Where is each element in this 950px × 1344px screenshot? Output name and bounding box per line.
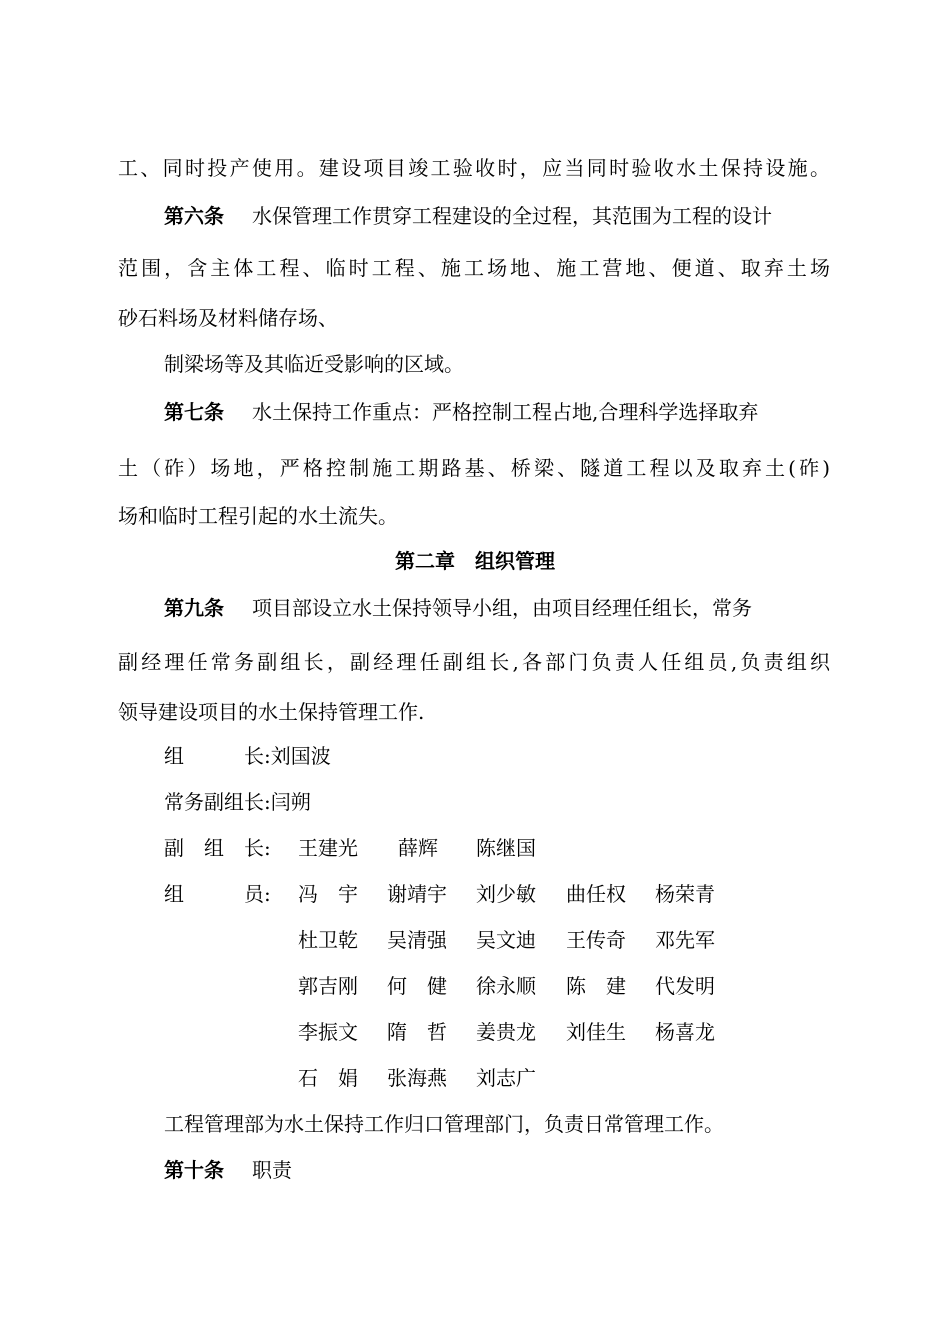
article-6-text: 水保管理工作贯穿工程建设的全过程，其范围为工程的设计 [252, 204, 772, 228]
article-9-label: 第九条 [164, 596, 224, 620]
member-name: 石 娟 [298, 1066, 358, 1090]
member-name: 陈 建 [566, 974, 626, 998]
members-label: 组 员: [164, 882, 271, 906]
deputy-name: 薛辉 [398, 836, 438, 860]
member-name: 代发明 [655, 974, 715, 998]
member-name: 徐永顺 [476, 974, 536, 998]
deputy-name: 陈继国 [476, 836, 536, 860]
member-name: 李振文 [298, 1020, 358, 1044]
article-10-text: 职责 [252, 1158, 292, 1182]
deputy-name: 王建光 [298, 836, 358, 860]
member-name: 隋 哲 [387, 1020, 447, 1044]
paragraph-line: 工程管理部为水土保持工作归口管理部门，负责日常管理工作。 [164, 1112, 724, 1136]
member-name: 刘佳生 [566, 1020, 626, 1044]
member-name: 曲任权 [566, 882, 626, 906]
member-name: 杜卫乾 [298, 928, 358, 952]
member-name: 冯 宇 [298, 882, 358, 906]
exec-deputy-line: 常务副组长:闫朔 [164, 790, 311, 814]
member-name: 邓先军 [655, 928, 715, 952]
article-9 [164, 596, 752, 620]
article-10 [164, 1158, 292, 1182]
paragraph-line: 工、同时投产使用。建设项目竣工验收时，应当同时验收水土保持设施。 [118, 156, 830, 180]
leader-line: 组 长:刘国波 [164, 744, 331, 768]
paragraph-line: 土（砟）场地，严格控制施工期路基、桥梁、隧道工程以及取弃土(砟) [118, 456, 830, 480]
member-name: 何 健 [387, 974, 447, 998]
member-name: 杨喜龙 [655, 1020, 715, 1044]
article-6-label: 第六条 [164, 204, 224, 228]
member-name: 杨荣青 [655, 882, 715, 906]
member-name: 张海燕 [387, 1066, 447, 1090]
article-6 [164, 204, 772, 228]
chapter-heading: 第二章 组织管理 [395, 549, 555, 573]
member-name: 刘志广 [476, 1066, 536, 1090]
article-9-text: 项目部设立水土保持领导小组，由项目经理任组长，常务 [252, 596, 752, 620]
member-name: 吴清强 [387, 928, 447, 952]
paragraph-line: 副经理任常务副组长，副经理任副组长,各部门负责人任组员,负责组织 [118, 650, 830, 674]
paragraph-line: 砂石料场及材料储存场、 [118, 306, 338, 330]
member-name: 郭吉刚 [298, 974, 358, 998]
member-name: 王传奇 [566, 928, 626, 952]
paragraph-line: 场和临时工程引起的水土流失。 [118, 504, 398, 528]
article-10-label: 第十条 [164, 1158, 224, 1182]
member-name: 吴文迪 [476, 928, 536, 952]
member-name: 姜贵龙 [476, 1020, 536, 1044]
paragraph-line: 制梁场等及其临近受影响的区域。 [164, 352, 464, 376]
paragraph-line: 领导建设项目的水土保持管理工作. [118, 700, 425, 724]
paragraph-line: 范围，含主体工程、临时工程、施工场地、施工营地、便道、取弃土场 [118, 256, 830, 280]
member-name: 刘少敏 [476, 882, 536, 906]
article-7-text: 水土保持工作重点：严格控制工程占地,合理科学选择取弃 [252, 400, 759, 424]
article-7 [164, 400, 758, 424]
deputy-label: 副 组 长: [164, 836, 271, 860]
article-7-label: 第七条 [164, 400, 224, 424]
member-name: 谢靖宇 [387, 882, 447, 906]
